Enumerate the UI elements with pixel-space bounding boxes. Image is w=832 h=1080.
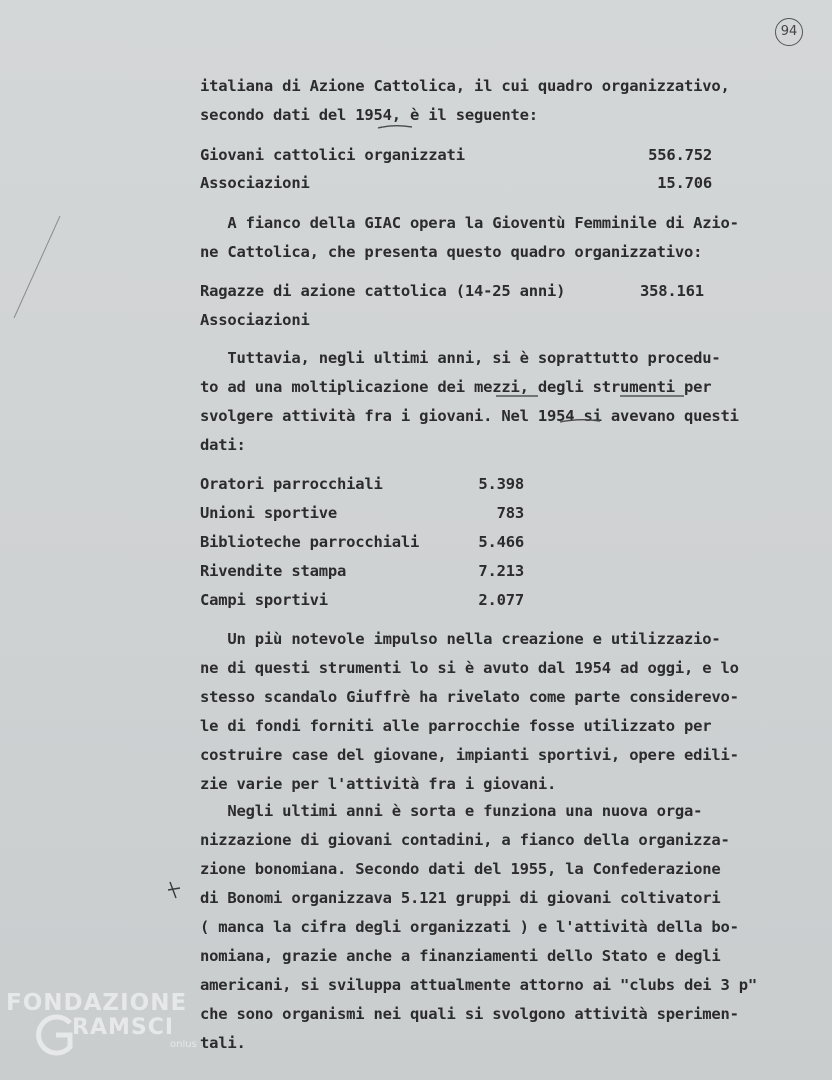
paragraph-1-line-2: secondo dati del 1954, è il seguente: xyxy=(200,106,538,124)
paragraph-3-line-3: svolgere attività fra i giovani. Nel 1954 si avevano questi xyxy=(200,407,739,425)
paragraph-3-line-4: dati: xyxy=(200,436,246,454)
table-1-row-2-value: 15.706 xyxy=(657,174,712,192)
faint-pencil-stroke-left xyxy=(14,216,60,318)
table-1-row-2-label: Associazioni xyxy=(200,174,310,192)
table-1-row-1-label: Giovani cattolici organizzati xyxy=(200,146,465,164)
table-1-row-1-value: 556.752 xyxy=(648,146,712,164)
paragraph-5-line-7: americani, si sviluppa attualmente attorno ai "clubs dei 3 p" xyxy=(200,976,758,994)
table-3-row-4-label: Rivendite stampa xyxy=(200,562,347,580)
paragraph-4-line-2: ne di questi strumenti lo si è avuto dal 1954 ad oggi, e lo xyxy=(200,659,739,677)
paragraph-1-line-1: italiana di Azione Cattolica, il cui quadro organizzativo, xyxy=(200,77,730,95)
paragraph-5-line-2: nizzazione di giovani contadini, a fianco della organizza- xyxy=(200,831,730,849)
paragraph-5-line-1: Negli ultimi anni è sorta e funziona una nuova orga- xyxy=(200,802,703,820)
paragraph-4-line-6: zie varie per l'attività fra i giovani. xyxy=(200,775,557,793)
watermark-logo xyxy=(0,985,220,1080)
watermark-sub: onlus xyxy=(170,1039,197,1050)
underline-mark-1954 xyxy=(378,126,412,128)
table-2-row-1-label: Ragazze di azione cattolica (14-25 anni) xyxy=(200,282,566,300)
paragraph-4-line-3: stesso scandalo Giuffrè ha rivelato come parte considerevo- xyxy=(200,688,739,706)
table-3-row-2-label: Unioni sportive xyxy=(200,504,337,522)
table-3-row-5-label: Campi sportivi xyxy=(200,591,328,609)
paragraph-5-line-3: zione bonomiana. Secondo dati del 1955, la Confederazione xyxy=(200,860,721,878)
watermark-g-icon xyxy=(34,1013,74,1057)
table-3-row-2-value: 783 xyxy=(496,504,524,522)
paragraph-2-line-1: A fianco della GIAC opera la Gioventù Femminile di Azio- xyxy=(200,214,739,232)
underline-mark-1954-b xyxy=(560,420,600,422)
watermark-line-1: FONDAZIONE xyxy=(6,990,188,1016)
paragraph-4-line-5: costruire case del giovane, impianti sportivi, opere edili- xyxy=(200,746,739,764)
paragraph-5-line-6: nomiana, grazie anche a finanziamenti dello Stato e degli xyxy=(200,947,721,965)
paragraph-4-line-4: le di fondi forniti alle parrocchie fosse utilizzato per xyxy=(200,717,712,735)
paragraph-5-line-5: ( manca la cifra degli organizzati ) e l'attività della bo- xyxy=(200,918,739,936)
table-3-row-4-value: 7.213 xyxy=(478,562,524,580)
margin-mark xyxy=(168,882,180,898)
watermark-line-2: RAMSCI xyxy=(72,1015,175,1040)
paragraph-4-line-1: Un più notevole impulso nella creazione e utilizzazio- xyxy=(200,630,721,648)
paragraph-2-line-2: ne Cattolica, che presenta questo quadro organizzativo: xyxy=(200,243,703,261)
paragraph-3-line-1: Tuttavia, negli ultimi anni, si è soprattutto procedu- xyxy=(200,349,721,367)
table-3-row-3-label: Biblioteche parrocchiali xyxy=(200,533,420,551)
table-3-row-5-value: 2.077 xyxy=(478,591,524,609)
table-2-row-2-label: Associazioni xyxy=(200,311,310,329)
paragraph-5-line-4: di Bonomi organizzava 5.121 gruppi di giovani coltivatori xyxy=(200,889,721,907)
table-3-row-1-label: Oratori parrocchiali xyxy=(200,475,383,493)
table-3-row-1-value: 5.398 xyxy=(478,475,524,493)
page-number: 94 xyxy=(775,18,803,46)
table-3-row-3-value: 5.466 xyxy=(478,533,524,551)
paragraph-5-line-9: tali. xyxy=(200,1034,246,1052)
paragraph-5-line-8: che sono organismi nei quali si svolgono attività sperimen- xyxy=(200,1005,739,1023)
table-2-row-1-value: 358.161 xyxy=(640,282,704,300)
paragraph-3-line-2: to ad una moltiplicazione dei mezzi, degli strumenti per xyxy=(200,378,712,396)
